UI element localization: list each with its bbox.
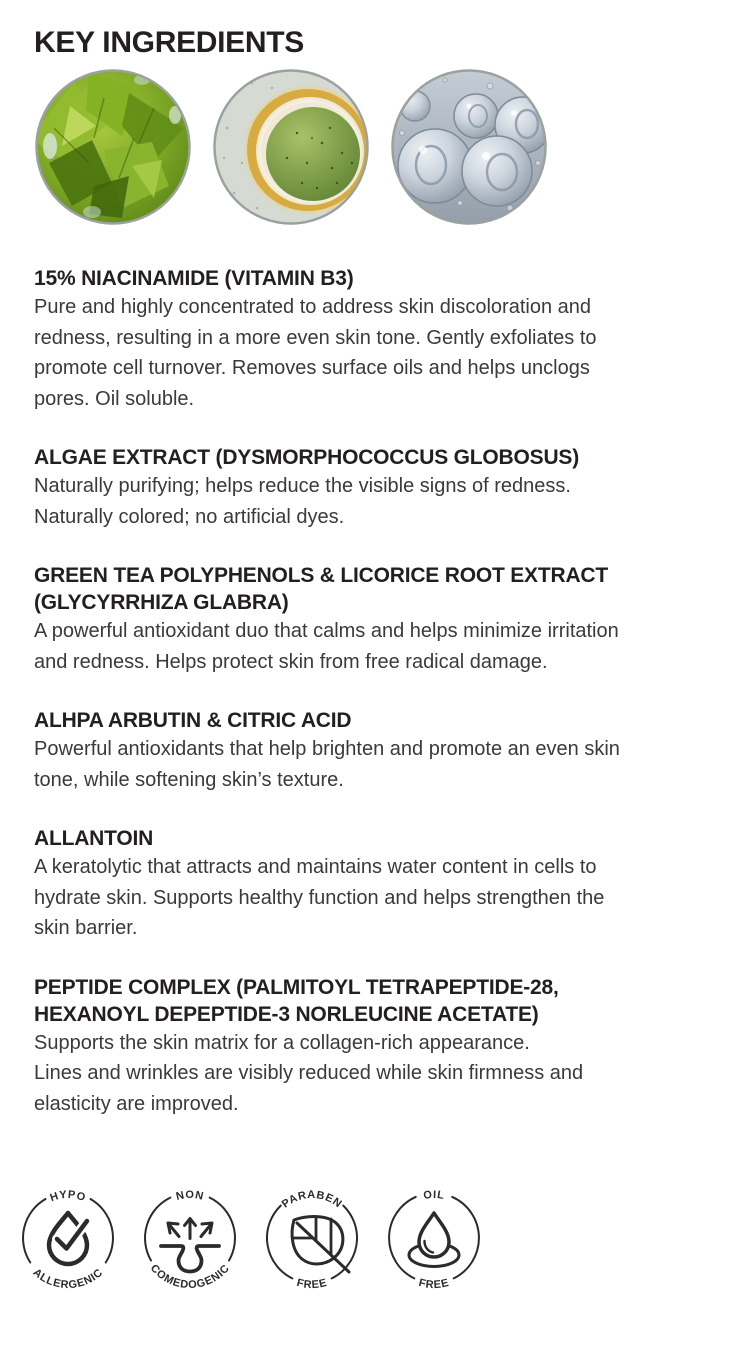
badge-top-label: OIL	[422, 1188, 446, 1203]
badge-top-label: HYPO	[48, 1188, 88, 1205]
section-heading-line: (GLYCYRRHIZA GLABRA)	[34, 591, 289, 614]
section-body-line: Naturally purifying; helps reduce the visible signs of redness.	[34, 475, 571, 497]
badge-bottom-label: ALLERGENIC	[30, 1266, 106, 1292]
section-heading	[34, 707, 713, 734]
section-body-line: skin barrier.	[34, 917, 138, 939]
section-body	[34, 471, 713, 532]
ingredient-section	[34, 265, 713, 414]
ingredient-section	[34, 974, 713, 1120]
ingredient-section	[34, 562, 713, 677]
section-body-line: tone, while softening skin’s texture.	[34, 768, 344, 791]
section-heading-line: PEPTIDE COMPLEX (PALMITOYL TETRAPEPTIDE-28,	[34, 975, 559, 999]
hypoallergenic-badge	[8, 1168, 128, 1308]
ingredient-photos-row	[34, 68, 713, 226]
section-heading-line: HEXANOYL DEPEPTIDE-3 NORLEUCINE ACETATE)	[34, 1002, 539, 1026]
section-body-line: A keratolytic that attracts and maintains water content in cells to	[34, 856, 597, 878]
ingredient-section	[34, 825, 713, 944]
section-body	[34, 1028, 713, 1120]
section-body-line: Lines and wrinkles are visibly reduced while skin firmness and	[34, 1062, 584, 1084]
section-body-line: elasticity are improved.	[34, 1092, 239, 1115]
leaf-icon	[292, 1217, 349, 1272]
ingredient-section	[34, 444, 713, 532]
section-heading	[34, 974, 713, 1028]
badge-bottom-label: COMEDOGENIC	[147, 1262, 233, 1292]
section-body-line: promote cell turnover. Removes surface oils and helps unclogs	[34, 357, 590, 379]
pore-arrows-icon	[161, 1219, 219, 1272]
section-body	[34, 734, 713, 795]
water-bubbles-photo	[390, 68, 548, 226]
badge-bottom-label: FREE	[417, 1276, 451, 1292]
section-heading-line: ALLANTOIN	[34, 827, 154, 850]
section-heading	[34, 562, 713, 616]
section-body-line: Pure and highly concentrated to address skin discoloration and	[34, 296, 592, 318]
section-body-line: pores. Oil soluble.	[34, 387, 195, 410]
section-body	[34, 616, 713, 677]
section-body-line: and redness. Helps protect skin from free radical damage.	[34, 650, 548, 673]
badge-top-label: NON	[174, 1189, 206, 1203]
page-title: KEY INGREDIENTS	[34, 26, 304, 59]
section-body-line: Supports the skin matrix for a collagen-rich appearance.	[34, 1031, 530, 1054]
section-heading-line: ALHPA ARBUTIN & CITRIC ACID	[34, 709, 352, 732]
section-body	[34, 852, 713, 944]
claim-badges-row	[8, 1168, 713, 1308]
droplet-check-icon	[49, 1213, 87, 1264]
badge-top-label: PARABEN	[279, 1188, 345, 1211]
oil-drop-icon	[409, 1213, 459, 1267]
section-heading	[34, 265, 713, 292]
oil-free-badge	[374, 1168, 494, 1308]
algae-photo	[34, 68, 192, 226]
section-heading-line: GREEN TEA POLYPHENOLS & LICORICE ROOT EXTRACT	[34, 564, 608, 587]
ingredient-sections	[34, 265, 713, 1119]
section-heading	[34, 825, 713, 852]
badge-bottom-label: FREE	[295, 1276, 329, 1292]
section-body-line: redness, resulting in a more even skin tone. Gently exfoliates to	[34, 326, 597, 349]
section-body-line: Naturally colored; no artificial dyes.	[34, 505, 345, 528]
paraben-free-badge	[252, 1168, 372, 1308]
ingredient-section	[34, 707, 713, 795]
section-heading	[34, 444, 713, 471]
section-body-line: A powerful antioxidant duo that calms and helps minimize irritation	[34, 620, 619, 642]
section-heading-line: ALGAE EXTRACT (DYSMORPHOCOCCUS GLOBOSUS)	[34, 446, 580, 469]
matcha-bowl-photo	[212, 68, 370, 226]
non-comedogenic-badge	[130, 1168, 250, 1308]
section-heading-line: 15% NIACINAMIDE (VITAMIN B3)	[34, 267, 354, 290]
section-body	[34, 292, 713, 414]
section-body-line: Powerful antioxidants that help brighten and promote an even skin	[34, 738, 620, 760]
section-body-line: hydrate skin. Supports healthy function and helps strengthen the	[34, 886, 605, 909]
